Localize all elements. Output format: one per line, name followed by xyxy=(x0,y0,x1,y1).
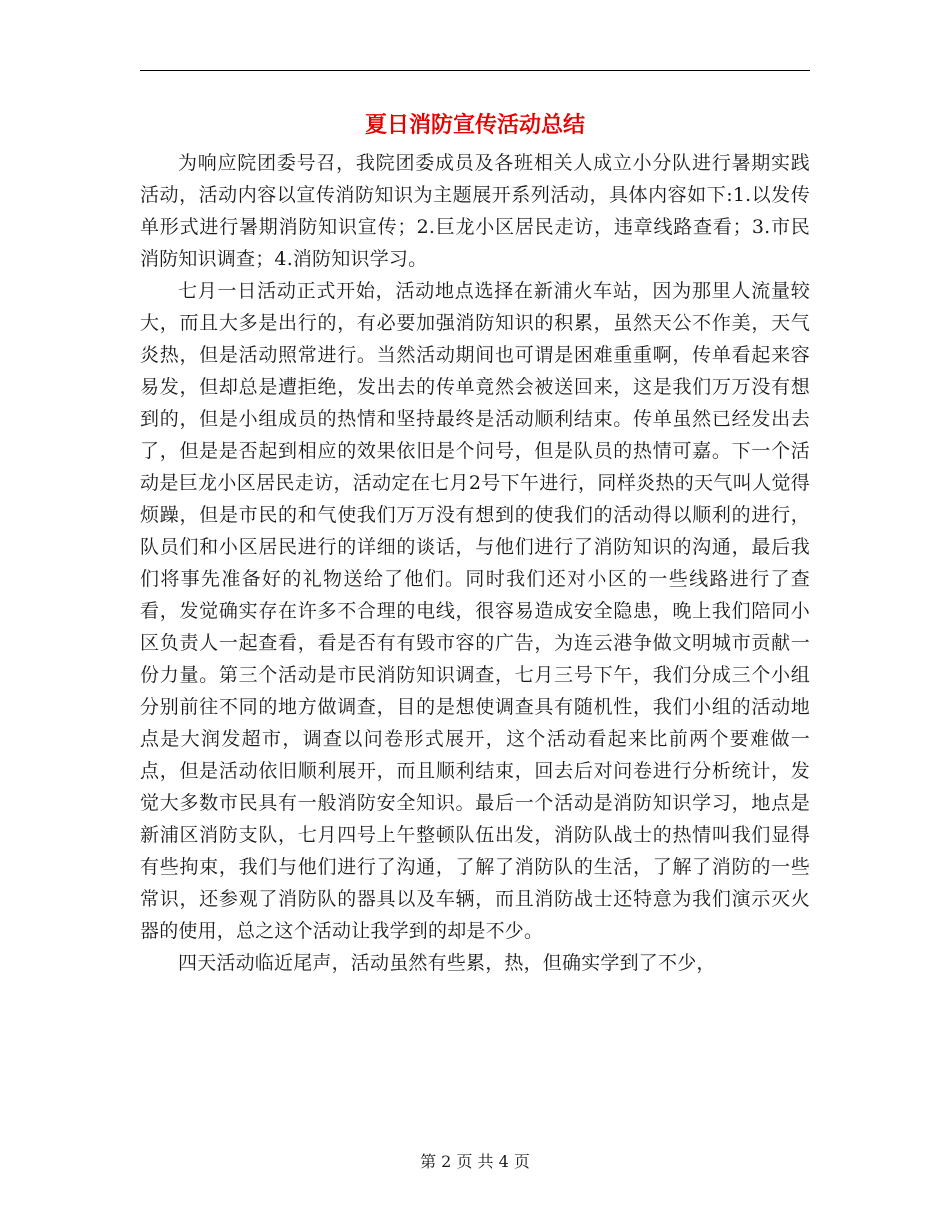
paragraph-2: 七月一日活动正式开始，活动地点选择在新浦火车站，因为那里人流量较大，而且大多是出行的，有必要加强消防知识的积累，虽然天公不作美，天气炎热，但是活动照常进行。当然活动期间也可谓是困难重重啊，传单看起来容易发，但却总是遭拒绝，发出去的传单竟然会被送回来，这是我们万万没有想到的，但是小组成员的热情和坚持最终是活动顺利结束。传单虽然已经发出去了，但是是否起到相应的效果依旧是个问号，但是队员的热情可嘉。下一个活动是巨龙小区居民走访，活动定在七月2号下午进行，同样炎热的天气叫人觉得烦躁，但是市民的和气使我们万万没有想到的使我们的活动得以顺利的进行，队员们和小区居民进行的详细的谈话，与他们进行了消防知识的沟通，最后我们将事先准备好的礼物送给了他们。同时我们还对小区的一些线路进行了查看，发觉确实存在许多不合理的电线，很容易造成安全隐患，晚上我们陪同小区负责人一起查看，看是否有有毁市容的广告，为连云港争做文明城市贡献一份力量。第三个活动是市民消防知识调查，七月三号下午，我们分成三个小组分别前往不同的地方做调查，目的是想使调查具有随机性，我们小组的活动地点是大润发超市，调查以问卷形式展开，这个活动看起来比前两个要难做一点，但是活动依旧顺利展开，而且顺利结束，回去后对问卷进行分析统计，发觉大多数市民具有一般消防安全知识。最后一个活动是消防知识学习，地点是新浦区消防支队，七月四号上午整顿队伍出发，消防队战士的热情叫我们显得有些拘束，我们与他们进行了沟通，了解了消防队的生活，了解了消防的一些常识，还参观了消防队的器具以及车辆，而且消防战士还特意为我们演示灭火器的使用，总之这个活动让我学到的却是不少。 xyxy=(140,280,810,942)
paragraph-3: 四天活动临近尾声，活动虽然有些累，热，但确实学到了不少， xyxy=(178,952,716,974)
paragraph-1: 为响应院团委号召，我院团委成员及各班相关人成立小分队进行暑期实践活动，活动内容以宣传消防知识为主题展开系列活动，具体内容如下:1.以发传单形式进行暑期消防知识宣传；2.巨龙小区居民走访，违章线路查看；3.市民消防知识调查；4.消防知识学习。 xyxy=(140,152,810,270)
page-number-footer: 第 2 页 共 4 页 xyxy=(420,1152,530,1171)
document-body xyxy=(140,147,810,979)
header-rule xyxy=(140,70,810,71)
document-title: 夏日消防宣传活动总结 xyxy=(364,113,585,138)
